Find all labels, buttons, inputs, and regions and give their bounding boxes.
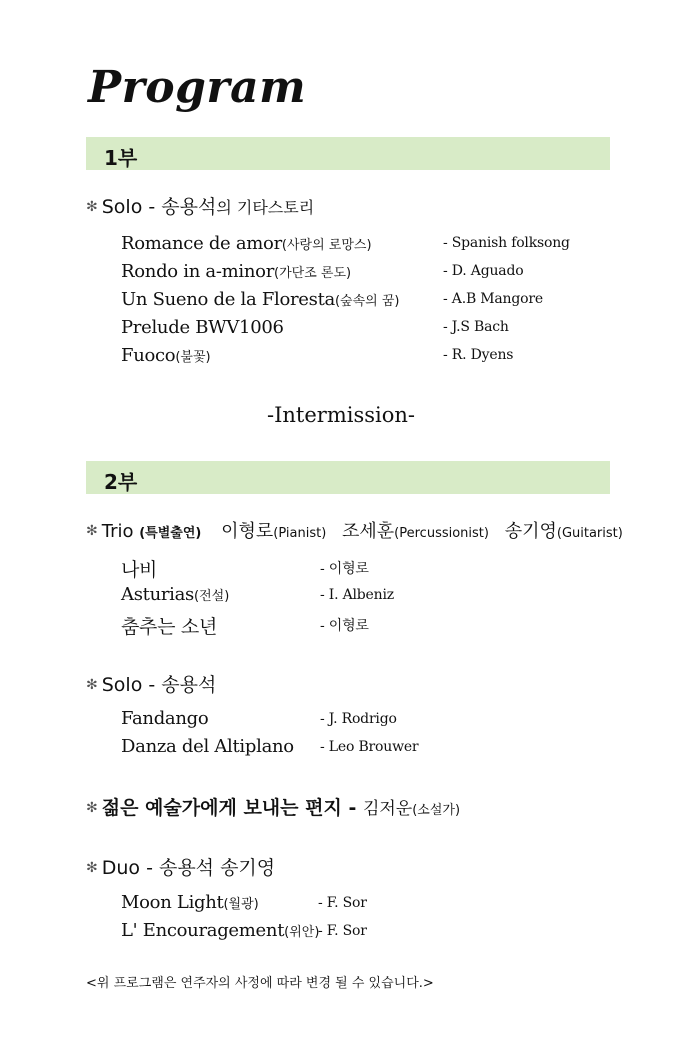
trio-member-name: 송기영 [504,521,557,542]
part1-label: 1부 [104,146,138,170]
list-item [121,317,284,338]
piece-note: (월광) [223,897,259,912]
list-item [121,233,372,254]
asterisk-icon: ✻ [86,860,98,876]
asterisk-icon: ✻ [86,523,98,539]
intermission: -Intermission- [267,403,415,427]
piece-composer: - F. Sor [318,923,367,939]
piece-composer: - R. Dyens [443,347,514,363]
piece-composer: - Spanish folksong [443,235,570,251]
piece-note: (불꽃) [175,350,211,365]
trio-member-name: 이형로 [221,521,274,542]
trio-member-role: (Percussionist) [394,526,489,541]
program-title: Program [88,62,307,113]
piece-composer: - D. Aguado [443,263,524,279]
solo-heading: ✻ Solo - 송용석 [86,674,217,696]
list-item [121,555,157,582]
piece-composer: - Leo Brouwer [320,739,419,755]
list-item [121,612,217,639]
piece-title: Rondo in a-minor [121,261,275,282]
piece-composer: - J.S Bach [443,319,509,335]
piece-note: (숲속의 꿈) [334,294,400,309]
piece-composer: - I. Albeniz [320,587,394,603]
asterisk-icon: ✻ [86,677,98,693]
trio-member-name: 조세훈 [342,521,395,542]
piece-composer: - 이형로 [320,618,369,634]
piece-title: 춤추는 소년 [121,616,218,638]
piece-note: (가단조 론도) [274,266,352,281]
piece-composer: - F. Sor [318,895,367,911]
list-item [121,736,294,757]
list-item [121,892,259,913]
part2-label: 2부 [104,470,138,494]
list-item [121,261,351,282]
part1-header-band [86,137,610,170]
piece-note: (위안) [284,925,320,940]
asterisk-icon: ✻ [86,800,98,816]
letter-heading: ✻ 젊은 예술가에게 보내는 편지 - 김저운(소설가) [86,797,461,819]
list-item [121,345,211,366]
list-item [121,584,229,605]
part1-section-heading: ✻ Solo - 송용석의 기타스토리 [86,196,315,218]
duo-heading: ✻ Duo - 송용석 송기영 [86,857,276,879]
piece-title: Moon Light [121,892,224,913]
trio-member-role: (Guitarist) [556,526,623,541]
piece-composer: - J. Rodrigo [320,711,397,727]
piece-composer: - A.B Mangore [443,291,543,307]
part2-header-band [86,461,610,494]
piece-title: Fandango [121,708,209,729]
piece-title: 나비 [121,559,158,581]
piece-title: Prelude BWV1006 [121,317,284,338]
piece-note: (전설) [194,589,230,604]
piece-title: Un Sueno de la Floresta [121,289,335,310]
list-item [121,708,208,729]
list-item [121,920,319,941]
piece-title: Asturias [121,584,194,605]
piece-title: L' Encouragement [121,920,285,941]
piece-note: (사랑의 로망스) [281,238,372,253]
piece-title: Danza del Altiplano [121,736,294,757]
asterisk-icon: ✻ [86,199,98,215]
footer-note: <위 프로그램은 연주자의 사정에 따라 변경 될 수 있습니다.> [86,976,434,991]
piece-title: Fuoco [121,345,176,366]
piece-composer: - 이형로 [320,561,369,577]
trio-heading: ✻ Trio (특별출연) 이형로(Pianist) 조세훈(Percussionist) 송기영(Guitarist) [86,521,623,542]
piece-title: Romance de amor [121,233,282,254]
list-item [121,289,399,310]
trio-member-role: (Pianist) [273,526,327,541]
